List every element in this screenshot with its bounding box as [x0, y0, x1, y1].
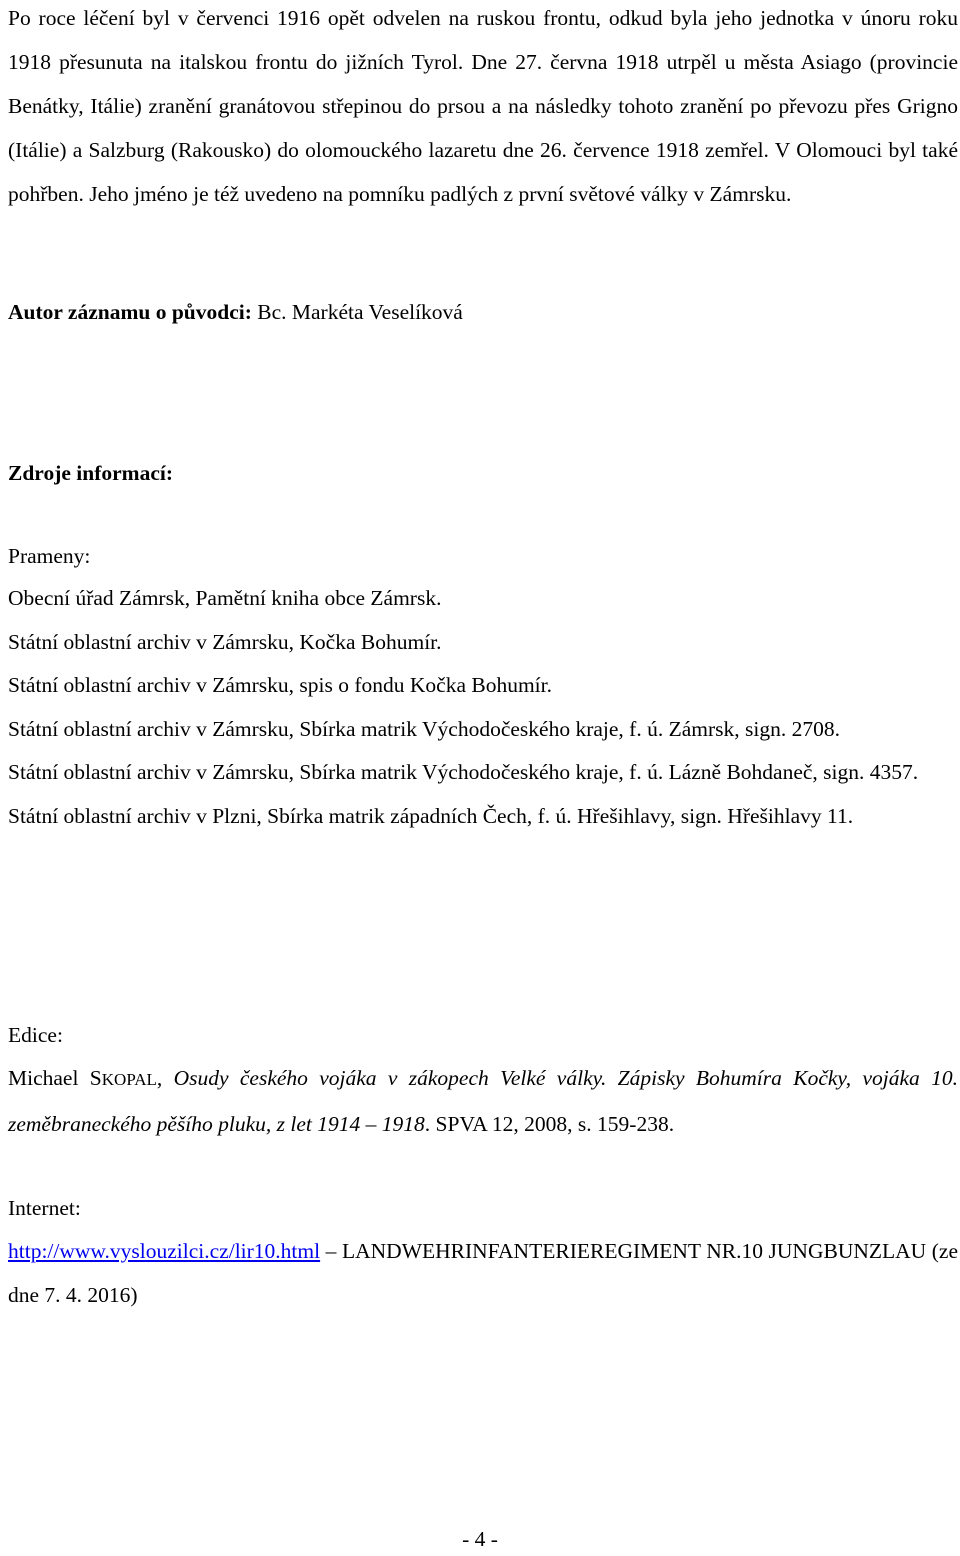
edice-rest: . SPVA 12, 2008, s. 159-238. — [424, 1112, 675, 1136]
edice-label: Edice: — [8, 1023, 63, 1047]
author-label: Autor záznamu o původci: — [8, 300, 252, 324]
intro-paragraph: Po roce léčení byl v červenci 1916 opět odvelen na ruskou frontu, odkud byla jeho jednotka v únoru roku 1918 přesunuta na italskou frontu do jižních Tyrol. Dne 27. června 1918 utrpěl u města Asiago (provincie Benátky, Itálie) zranění granátovou střepinou do prsou a na následky tohoto zranění po převozu přes Grigno (Itálie) a Salzburg (Rakousko) do olomouckého lazaretu dne 26. července 1918 zemřel. V Olomouci byl také pohřben. Jeho jméno je též uvedeno na pomníku padlých z první světové války v Zámrsku. — [8, 6, 958, 206]
prameny-item: Státní oblastní archiv v Zámrsku, Sbírka matrik Východočeského kraje, f. ú. Zámrsk, sign. 2708. — [8, 716, 840, 741]
prameny-item: Státní oblastní archiv v Zámrsku, spis o fondu Kočka Bohumír. — [8, 673, 553, 697]
edice-author-first: Michael — [8, 1066, 79, 1090]
edice-entry — [8, 1056, 958, 1146]
edice-author-rest: KOPAL — [101, 1070, 157, 1089]
author-line — [8, 290, 958, 334]
prameny-item: Státní oblastní archiv v Zámrsku, Kočka Bohumír. — [8, 629, 442, 654]
internet-entry — [8, 1229, 958, 1317]
sources-heading: Zdroje informací: — [8, 461, 173, 485]
edice-author-s: S — [89, 1066, 102, 1090]
page-number: - 4 - — [462, 1527, 498, 1551]
prameny-list — [8, 577, 958, 838]
prameny-item: Státní oblastní archiv v Plzni, Sbírka matrik západních Čech, f. ú. Hřešihlavy, sign. Hřešihlavy 11. — [8, 803, 854, 828]
author-name: Bc. Markéta Veselíková — [257, 300, 463, 324]
prameny-item: Obecní úřad Zámrsk, Pamětní kniha obce Zámrsk. — [8, 586, 442, 610]
prameny-label: Prameny: — [8, 544, 91, 568]
edice-title: Osudy českého vojáka v zákopech Velké války. Zápisky Bohumíra Kočky, vojáka 10. zeměbraneckého pěšího pluku, z let 1914 – 1918 — [8, 1066, 959, 1136]
edice-separator: , — [156, 1066, 174, 1090]
internet-label: Internet: — [8, 1196, 81, 1220]
internet-rest: – LANDWEHRINFANTERIEREGIMENT NR.10 JUNGBUNZLAU (ze dne 7. 4. 2016) — [8, 1239, 958, 1307]
internet-link[interactable]: http://www.vyslouzilci.cz/lir10.html — [8, 1239, 321, 1263]
prameny-item: Státní oblastní archiv v Zámrsku, Sbírka matrik Východočeského kraje, f. ú. Lázně Bohdaneč, sign. 4357. — [8, 760, 919, 784]
